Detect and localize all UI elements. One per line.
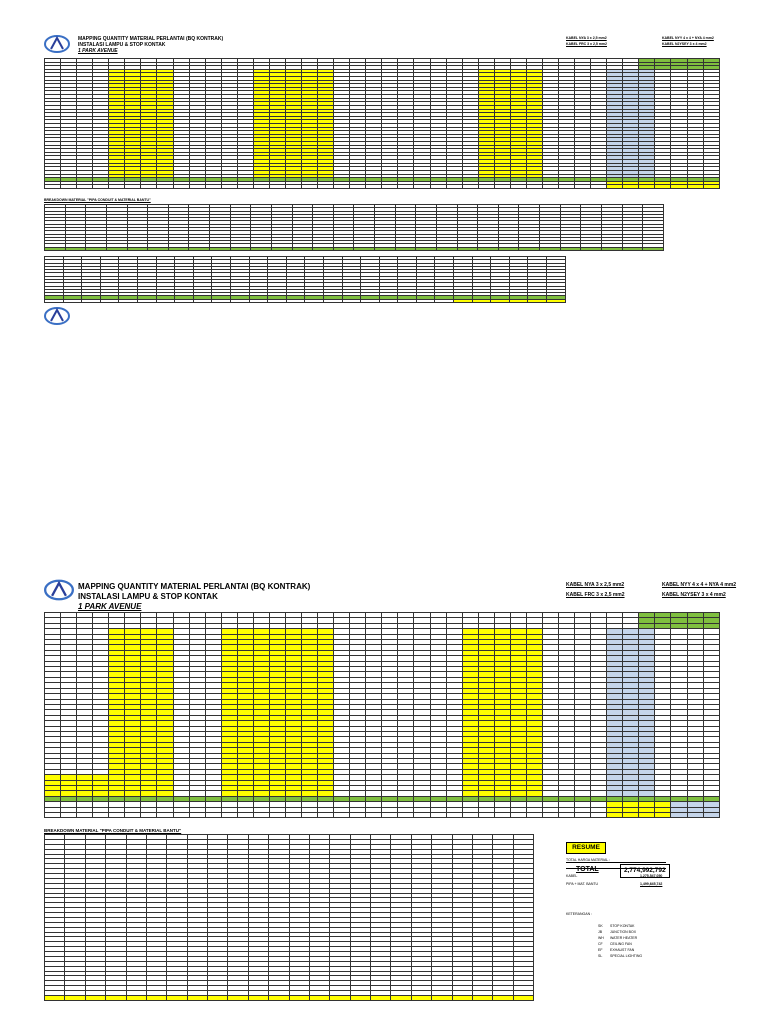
table-cell — [510, 185, 526, 189]
table-cell — [472, 995, 492, 1000]
table-cell — [323, 299, 342, 302]
table-cell — [382, 813, 398, 818]
table-cell — [77, 813, 93, 818]
table-cell — [430, 813, 446, 818]
page2-legend-c: KABEL NYY 4 x 4 + NYA 4 mm2 — [662, 582, 737, 588]
note-text: CEILING FAN — [610, 942, 632, 946]
table-cell — [478, 185, 494, 189]
note-text: SPECIAL LIGHTING — [610, 954, 643, 958]
table-cell — [575, 185, 591, 189]
legend-b: KABEL FRC 3 x 2,5 mm2 — [566, 42, 607, 46]
table-cell — [205, 813, 221, 818]
table-cell — [528, 299, 547, 302]
table-cell — [168, 247, 189, 250]
table-cell — [141, 185, 157, 189]
table-cell — [493, 995, 513, 1000]
table-cell — [655, 185, 671, 189]
resume-total-label: TOTAL — [576, 866, 599, 873]
table-cell — [230, 247, 251, 250]
table-cell — [379, 299, 398, 302]
table-cell — [411, 995, 431, 1000]
note-code: WH — [598, 936, 604, 940]
table-cell — [61, 185, 77, 189]
note-text: STOP KONTAK — [610, 924, 635, 928]
table-cell — [462, 813, 478, 818]
table-cell — [333, 247, 354, 250]
table-cell — [269, 813, 285, 818]
table-cell — [106, 247, 127, 250]
table-cell — [292, 247, 313, 250]
table-row — [45, 813, 720, 818]
table-cell — [375, 247, 396, 250]
table-cell — [643, 247, 664, 250]
page2-legend-b: KABEL FRC 3 x 2,5 mm2 — [566, 592, 625, 598]
table-cell — [45, 299, 64, 302]
table-cell — [703, 813, 719, 818]
table-cell — [193, 299, 212, 302]
table-cell — [687, 185, 703, 189]
table-cell — [342, 299, 361, 302]
table-cell — [125, 813, 141, 818]
table-cell — [350, 813, 366, 818]
legend-d: KABEL N2YSEY 3 x 4 mm2 — [662, 42, 707, 46]
table-cell — [398, 299, 417, 302]
table-cell — [457, 247, 478, 250]
table-cell — [478, 247, 499, 250]
table-cell — [446, 185, 462, 189]
table-cell — [581, 247, 602, 250]
table-cell — [187, 995, 207, 1000]
table-cell — [414, 185, 430, 189]
table-cell — [302, 813, 318, 818]
table-cell — [526, 185, 542, 189]
table-cell — [540, 247, 561, 250]
table-cell — [167, 995, 187, 1000]
table-cell — [156, 299, 175, 302]
table-cell — [452, 995, 472, 1000]
note-text: WATER HEATER — [610, 936, 638, 940]
table-cell — [173, 185, 189, 189]
page2-title-line1: MAPPING QUANTITY MATERIAL PERLANTAI (BQ KONTRAK) — [78, 582, 311, 591]
table-cell — [491, 299, 510, 302]
table-cell — [93, 185, 109, 189]
table-cell — [146, 995, 166, 1000]
table-cell — [510, 813, 526, 818]
table-cell — [494, 813, 510, 818]
table-cell — [61, 813, 77, 818]
table-cell — [86, 247, 107, 250]
table-cell — [542, 813, 558, 818]
resume-divider-2 — [566, 862, 666, 863]
table-cell — [462, 185, 478, 189]
company-logo-footer — [44, 306, 70, 326]
table-cell — [212, 299, 231, 302]
table-cell — [302, 185, 318, 189]
table-cell — [591, 813, 607, 818]
table-cell — [65, 247, 86, 250]
table-cell — [221, 813, 237, 818]
table-cell — [416, 247, 437, 250]
table-row — [45, 995, 534, 1000]
table-cell — [157, 813, 173, 818]
table-cell — [350, 185, 366, 189]
table-cell — [253, 813, 269, 818]
table-row — [45, 185, 720, 189]
grid-page1-break2 — [44, 256, 566, 303]
table-cell — [45, 185, 61, 189]
table-cell — [607, 185, 623, 189]
table-cell — [189, 185, 205, 189]
resume-title: RESUME — [572, 844, 600, 851]
note-code: JB — [598, 930, 603, 934]
grid-page1-main — [44, 58, 720, 189]
table-cell — [414, 813, 430, 818]
table-cell — [622, 247, 643, 250]
table-cell — [526, 813, 542, 818]
table-cell — [173, 813, 189, 818]
table-cell — [601, 247, 622, 250]
resume-row2-value: 1,275,547,050 — [640, 874, 663, 878]
table-cell — [189, 247, 210, 250]
table-cell — [607, 813, 623, 818]
table-cell — [454, 299, 473, 302]
table-cell — [205, 185, 221, 189]
table-cell — [542, 185, 558, 189]
table-cell — [305, 299, 324, 302]
table-cell — [436, 247, 457, 250]
table-cell — [285, 185, 301, 189]
table-cell — [639, 185, 655, 189]
table-cell — [253, 185, 269, 189]
table-cell — [519, 247, 540, 250]
table-cell — [498, 247, 519, 250]
table-cell — [432, 995, 452, 1000]
table-cell — [639, 813, 655, 818]
note-text: JUNCTION BOX — [610, 930, 637, 934]
table-cell — [391, 995, 411, 1000]
note-code: SK — [598, 924, 603, 928]
table-cell — [623, 185, 639, 189]
table-cell — [289, 995, 309, 1000]
note-code: CF — [598, 942, 603, 946]
table-cell — [127, 247, 148, 250]
table-cell — [251, 247, 272, 250]
table-cell — [623, 813, 639, 818]
table-cell — [271, 247, 292, 250]
table-cell — [85, 995, 105, 1000]
table-cell — [509, 299, 528, 302]
table-cell — [45, 813, 61, 818]
page-title-line3: 1 PARK AVENUE — [78, 48, 118, 54]
table-cell — [126, 995, 146, 1000]
note-code: SL — [598, 954, 603, 958]
table-cell — [671, 813, 687, 818]
table-cell — [286, 299, 305, 302]
table-cell — [65, 995, 85, 1000]
table-cell — [109, 185, 125, 189]
legend-a: KABEL NYA 3 x 2,5 mm2 — [566, 36, 607, 40]
table-cell — [45, 995, 65, 1000]
table-cell — [361, 299, 380, 302]
note-code: EF — [598, 948, 603, 952]
table-cell — [366, 185, 382, 189]
table-cell — [175, 299, 194, 302]
table-cell — [157, 185, 173, 189]
table-cell — [268, 299, 287, 302]
table-cell — [109, 813, 125, 818]
resume-row1-label: TOTAL HARGA MATERIAL : — [566, 858, 611, 862]
table-cell — [230, 299, 249, 302]
table-cell — [137, 299, 156, 302]
table-row — [45, 247, 664, 250]
page-title-line1: MAPPING QUANTITY MATERIAL PERLANTAI (BQ KONTRAK) — [78, 36, 224, 42]
resume-row3-label: PIPA + MAT. BANTU — [566, 882, 599, 886]
table-cell — [395, 247, 416, 250]
breakdown-heading-small: BREAKDOWN MATERIAL "PIPA CONDUIT & MATERIAL BANTU" — [44, 198, 151, 202]
table-cell — [591, 185, 607, 189]
table-cell — [687, 813, 703, 818]
company-logo-2 — [44, 578, 74, 602]
table-cell — [318, 813, 334, 818]
table-cell — [398, 185, 414, 189]
breakdown-heading: BREAKDOWN MATERIAL "PIPA CONDUIT & MATERIAL BANTU" — [44, 828, 182, 833]
table-cell — [382, 185, 398, 189]
table-cell — [560, 247, 581, 250]
table-cell — [366, 813, 382, 818]
table-cell — [398, 813, 414, 818]
table-cell — [248, 995, 268, 1000]
table-cell — [210, 247, 231, 250]
table-cell — [446, 813, 462, 818]
table-cell — [334, 813, 350, 818]
grid-page2-main — [44, 612, 720, 818]
company-logo — [44, 34, 70, 54]
grid-page2-break — [44, 834, 534, 1001]
table-cell — [269, 995, 289, 1000]
resume-total-value: 2,774,992,792 — [624, 867, 666, 874]
table-cell — [559, 813, 575, 818]
table-cell — [77, 185, 93, 189]
grid-page1-break1 — [44, 204, 664, 251]
table-cell — [435, 299, 454, 302]
table-cell — [119, 299, 138, 302]
resume-row2-label: KABEL — [566, 874, 578, 878]
table-cell — [269, 185, 285, 189]
table-cell — [547, 299, 566, 302]
page2-legend-d: KABEL N2YSEY 3 x 4 mm2 — [662, 592, 726, 598]
table-cell — [371, 995, 391, 1000]
table-cell — [237, 813, 253, 818]
table-cell — [249, 299, 268, 302]
table-cell — [237, 185, 253, 189]
table-cell — [82, 299, 101, 302]
table-cell — [703, 185, 719, 189]
table-cell — [221, 185, 237, 189]
table-cell — [472, 299, 491, 302]
page-title-line2: INSTALASI LAMPU & STOP KONTAK — [78, 42, 166, 48]
table-cell — [655, 813, 671, 818]
table-cell — [416, 299, 435, 302]
table-cell — [63, 299, 82, 302]
table-cell — [513, 995, 533, 1000]
table-cell — [559, 185, 575, 189]
table-cell — [285, 813, 301, 818]
resume-row3-value: 1,499,645,742 — [640, 882, 663, 886]
table-cell — [106, 995, 126, 1000]
table-cell — [228, 995, 248, 1000]
table-cell — [354, 247, 375, 250]
resume-box — [566, 842, 606, 854]
legend-c: KABEL NYY 4 x 4 + NYA 4 mm2 — [662, 36, 714, 40]
table-cell — [141, 813, 157, 818]
table-cell — [350, 995, 370, 1000]
table-cell — [318, 185, 334, 189]
table-cell — [93, 813, 109, 818]
table-cell — [575, 813, 591, 818]
page2-legend-a: KABEL NYA 3 x 2,5 mm2 — [566, 582, 625, 588]
table-cell — [330, 995, 350, 1000]
table-cell — [430, 185, 446, 189]
table-cell — [125, 185, 141, 189]
table-cell — [309, 995, 329, 1000]
table-cell — [100, 299, 119, 302]
table-cell — [189, 813, 205, 818]
table-cell — [478, 813, 494, 818]
table-cell — [671, 185, 687, 189]
note-text: EXHAUST FAN — [610, 948, 635, 952]
page2-title-line2: INSTALASI LAMPU & STOP KONTAK — [78, 592, 218, 601]
table-cell — [494, 185, 510, 189]
table-cell — [208, 995, 228, 1000]
page2-title-line3: 1 PARK AVENUE — [78, 602, 142, 611]
table-cell — [334, 185, 350, 189]
notes-label: KETERANGAN : — [566, 912, 593, 916]
table-cell — [313, 247, 334, 250]
table-row — [45, 299, 566, 302]
table-cell — [148, 247, 169, 250]
table-cell — [45, 247, 66, 250]
